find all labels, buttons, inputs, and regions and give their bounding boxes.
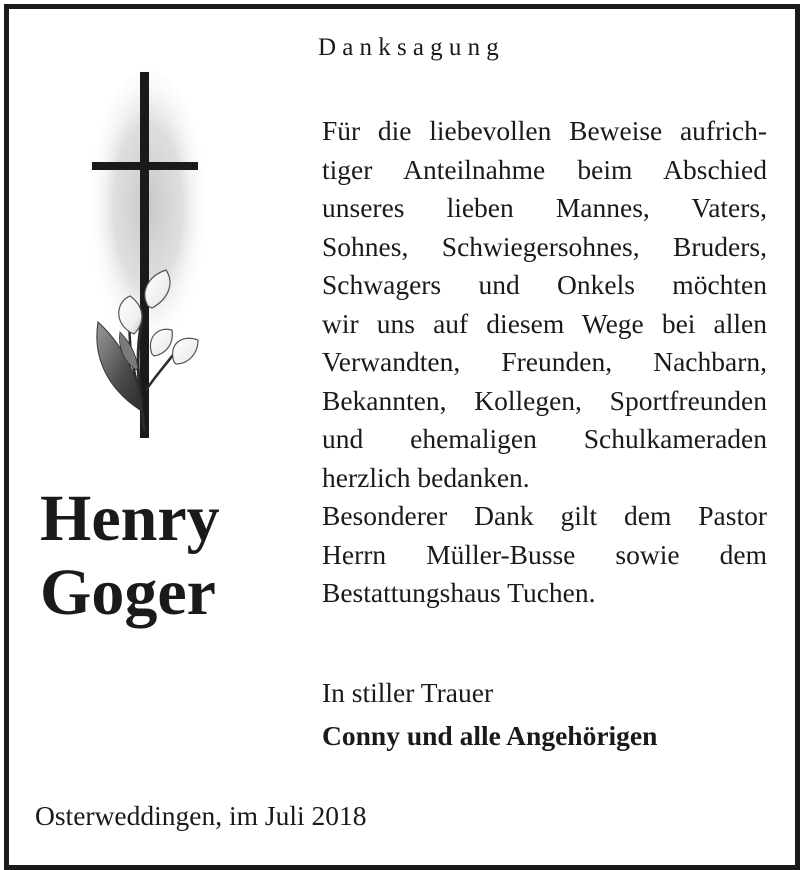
body-line: tiger Anteilnahme beim Abschied <box>322 153 767 185</box>
deceased-first-name: Henry <box>40 482 220 555</box>
body-line: Sohnes, Schwiegersohnes, Bruders, <box>322 230 767 262</box>
body-line: herzlich bedanken. <box>322 461 530 493</box>
body-line: Bestattungshaus Tuchen. <box>322 577 596 608</box>
cross-horizontal-beam <box>92 162 198 170</box>
body-line: unseres lieben Mannes, Vaters, <box>322 192 767 223</box>
deceased-name <box>40 482 220 630</box>
signature: Conny und alle Angehörigen <box>322 720 658 751</box>
cross-vertical-beam <box>140 72 149 438</box>
body-line: Schwagers und Onkels möchten <box>322 269 767 300</box>
body-line: und ehemaligen Schulkameraden <box>322 423 767 454</box>
cross-with-calla-lilies-icon <box>70 70 220 442</box>
deceased-last-name: Goger <box>40 556 216 629</box>
body-line: Für die liebevollen Beweise aufrich- <box>322 115 767 146</box>
body-line: wir uns auf diesem Wege bei allen <box>322 307 767 339</box>
place-date: Osterweddingen, im Juli 2018 <box>35 800 367 831</box>
body-line: Herrn Müller-Busse sowie dem <box>322 538 767 570</box>
body-line: Verwandten, Freunden, Nachbarn, <box>322 346 767 377</box>
body-line: Bekannten, Kollegen, Sportfreunden <box>322 384 767 416</box>
body-line: Besonderer Dank gilt dem Pastor <box>322 500 767 531</box>
mourning-line: In stiller Trauer <box>322 677 494 708</box>
notice-heading: Danksagung <box>318 34 505 61</box>
notice-body <box>322 112 767 613</box>
